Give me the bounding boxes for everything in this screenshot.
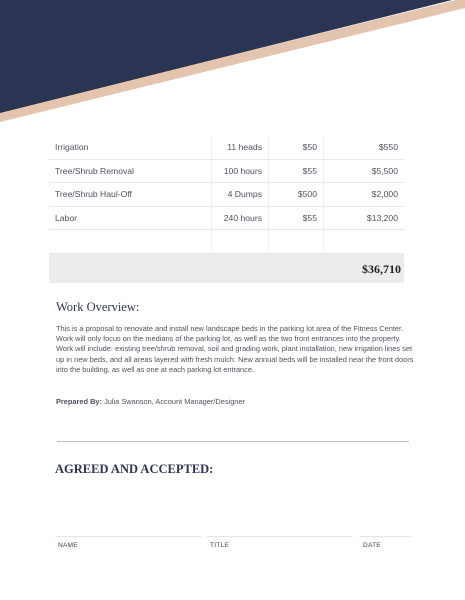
- quantity-cell: 11 heads: [212, 136, 269, 159]
- agreed-heading: AGREED AND ACCEPTED:: [55, 462, 214, 476]
- amount-cell: $5,500: [324, 159, 405, 183]
- total-row: [49, 254, 404, 283]
- prepared-by-line: [56, 397, 245, 406]
- item-cell: Tree/Shrub Removal: [49, 159, 212, 183]
- amount-cell: [324, 230, 405, 254]
- signature-name-label: NAME: [58, 542, 78, 549]
- work-overview-text: This is a proposal to renovate and install new landscape beds in the parking lot area of the Fitness Center. Work will only focus on the medians of the parking lot, as well as the two front entrances into the property. Work will include: existing tree/shrub removal, soil and grading work, plant installation, new irrigation lines set up in new beds, and all areas layered with fresh mulch. New annual beds will be installed near the front doors into the building, as well as one at each parking lot entrance.: [56, 324, 414, 374]
- item-cell: [49, 230, 212, 254]
- quantity-cell: 100 hours: [212, 159, 269, 183]
- rate-cell: $55: [269, 159, 324, 183]
- prepared-by-value: Julia Swanson, Account Manager/Designer: [104, 397, 245, 406]
- rate-cell: $50: [269, 136, 324, 159]
- signature-title-field[interactable]: [207, 536, 353, 549]
- item-cell: Irrigation: [49, 136, 212, 159]
- total-amount: $36,710: [362, 262, 401, 276]
- quantity-cell: 4 Dumps: [212, 183, 269, 207]
- cost-table: [49, 136, 404, 254]
- signature-date-field[interactable]: [360, 536, 411, 549]
- rate-cell: $500: [269, 183, 324, 207]
- table-row-empty: [49, 230, 404, 254]
- item-cell: Tree/Shrub Haul-Off: [49, 183, 212, 207]
- quantity-cell: 240 hours: [212, 206, 269, 230]
- table-row: [49, 206, 404, 230]
- table-row: [49, 159, 404, 183]
- signature-date-label: DATE: [363, 542, 381, 549]
- amount-cell: $13,200: [324, 206, 405, 230]
- rate-cell: $55: [269, 206, 324, 230]
- amount-cell: $2,000: [324, 183, 405, 207]
- prepared-by-label: Prepared By:: [56, 397, 103, 406]
- table-row: [49, 136, 404, 159]
- amount-cell: $550: [324, 136, 405, 159]
- signature-name-field[interactable]: [55, 536, 201, 549]
- section-divider: [57, 441, 409, 442]
- work-overview-heading: Work Overview:: [56, 300, 140, 314]
- rate-cell: [269, 230, 324, 254]
- table-row: [49, 183, 404, 207]
- item-cell: Labor: [49, 206, 212, 230]
- header-banner: [0, 0, 465, 130]
- signature-title-label: TITLE: [210, 542, 229, 549]
- header-navy-band: [0, 0, 452, 113]
- quantity-cell: [212, 230, 269, 254]
